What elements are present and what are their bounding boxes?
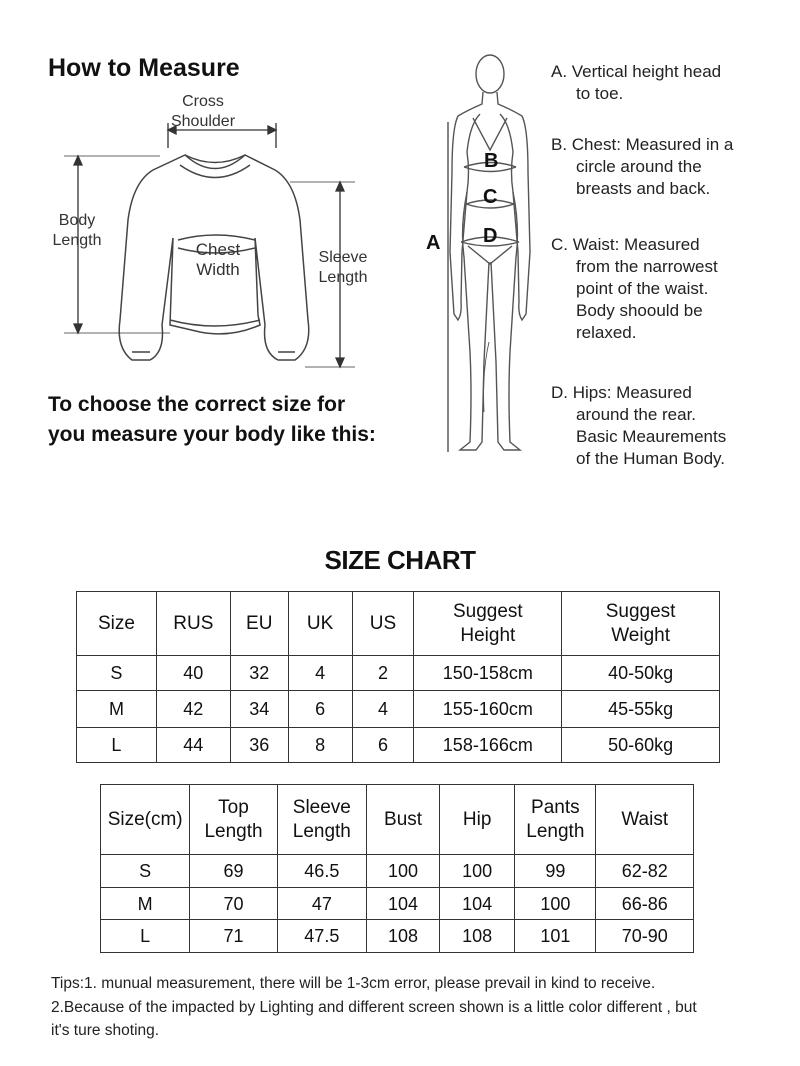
garment-measurement-table [100, 784, 694, 953]
how-to-measure-title: How to Measure [48, 54, 240, 82]
sleeve-length-label: Sleeve Length [318, 249, 368, 286]
note-d: D. Hips: Measured around the rear. Basic Meaurements of the Human Body. [551, 383, 727, 468]
table-header-row [77, 592, 720, 656]
size-conversion-table [76, 591, 720, 763]
size-chart-title: SIZE CHART [324, 545, 476, 575]
cross-shoulder-label: Cross Shoulder [170, 93, 236, 130]
header-top-length: Top Length [190, 785, 277, 855]
note-a: A. Vertical height head to toe. [551, 62, 722, 103]
note-b: B. Chest: Measured in a circle around the breasts and back. [551, 135, 734, 198]
header-suggest-height: Suggest Height [414, 592, 562, 656]
marker-d: D [483, 225, 498, 247]
marker-c: C [483, 186, 498, 208]
header-uk: UK [288, 592, 352, 656]
marker-b: B [484, 150, 499, 172]
header-hip: Hip [440, 785, 515, 855]
note-c: C. Waist: Measured from the narrowest point of the waist. Body shoould be relaxed. [551, 235, 718, 342]
header-us: US [352, 592, 414, 656]
human-body-figure [440, 52, 540, 460]
header-rus: RUS [156, 592, 230, 656]
table-header-row [101, 785, 694, 855]
header-eu: EU [230, 592, 288, 656]
header-size-cm: Size(cm) [101, 785, 190, 855]
table-row: M 70 47 104 104 100 66-86 [101, 888, 694, 920]
header-waist: Waist [596, 785, 694, 855]
header-pants-length: Pants Length [515, 785, 596, 855]
header-size: Size [77, 592, 157, 656]
header-suggest-weight: Suggest Weight [562, 592, 720, 656]
choose-size-heading: To choose the correct size for you measure your body like this: [48, 393, 376, 446]
header-bust: Bust [367, 785, 440, 855]
table-row: L 71 47.5 108 108 101 70-90 [101, 920, 694, 953]
header-sleeve-length: Sleeve Length [277, 785, 366, 855]
table-row: S 69 46.5 100 100 99 62-82 [101, 855, 694, 888]
chest-width-label: Chest Width [195, 240, 241, 279]
marker-a: A [426, 232, 441, 254]
table-row: M 42 34 6 4 155-160cm 45-55kg [77, 691, 720, 728]
table-row: S 40 32 4 2 150-158cm 40-50kg [77, 656, 720, 691]
tips-text: Tips:1. munual measurement, there will be 1-3cm error, please prevail in kind to receive. 2.Because of the impacted by Lighting and different screen shown is a little color different , but it's ture shoting. [51, 975, 697, 1039]
table-row: L 44 36 8 6 158-166cm 50-60kg [77, 728, 720, 763]
body-length-label: Body Length [52, 212, 102, 249]
